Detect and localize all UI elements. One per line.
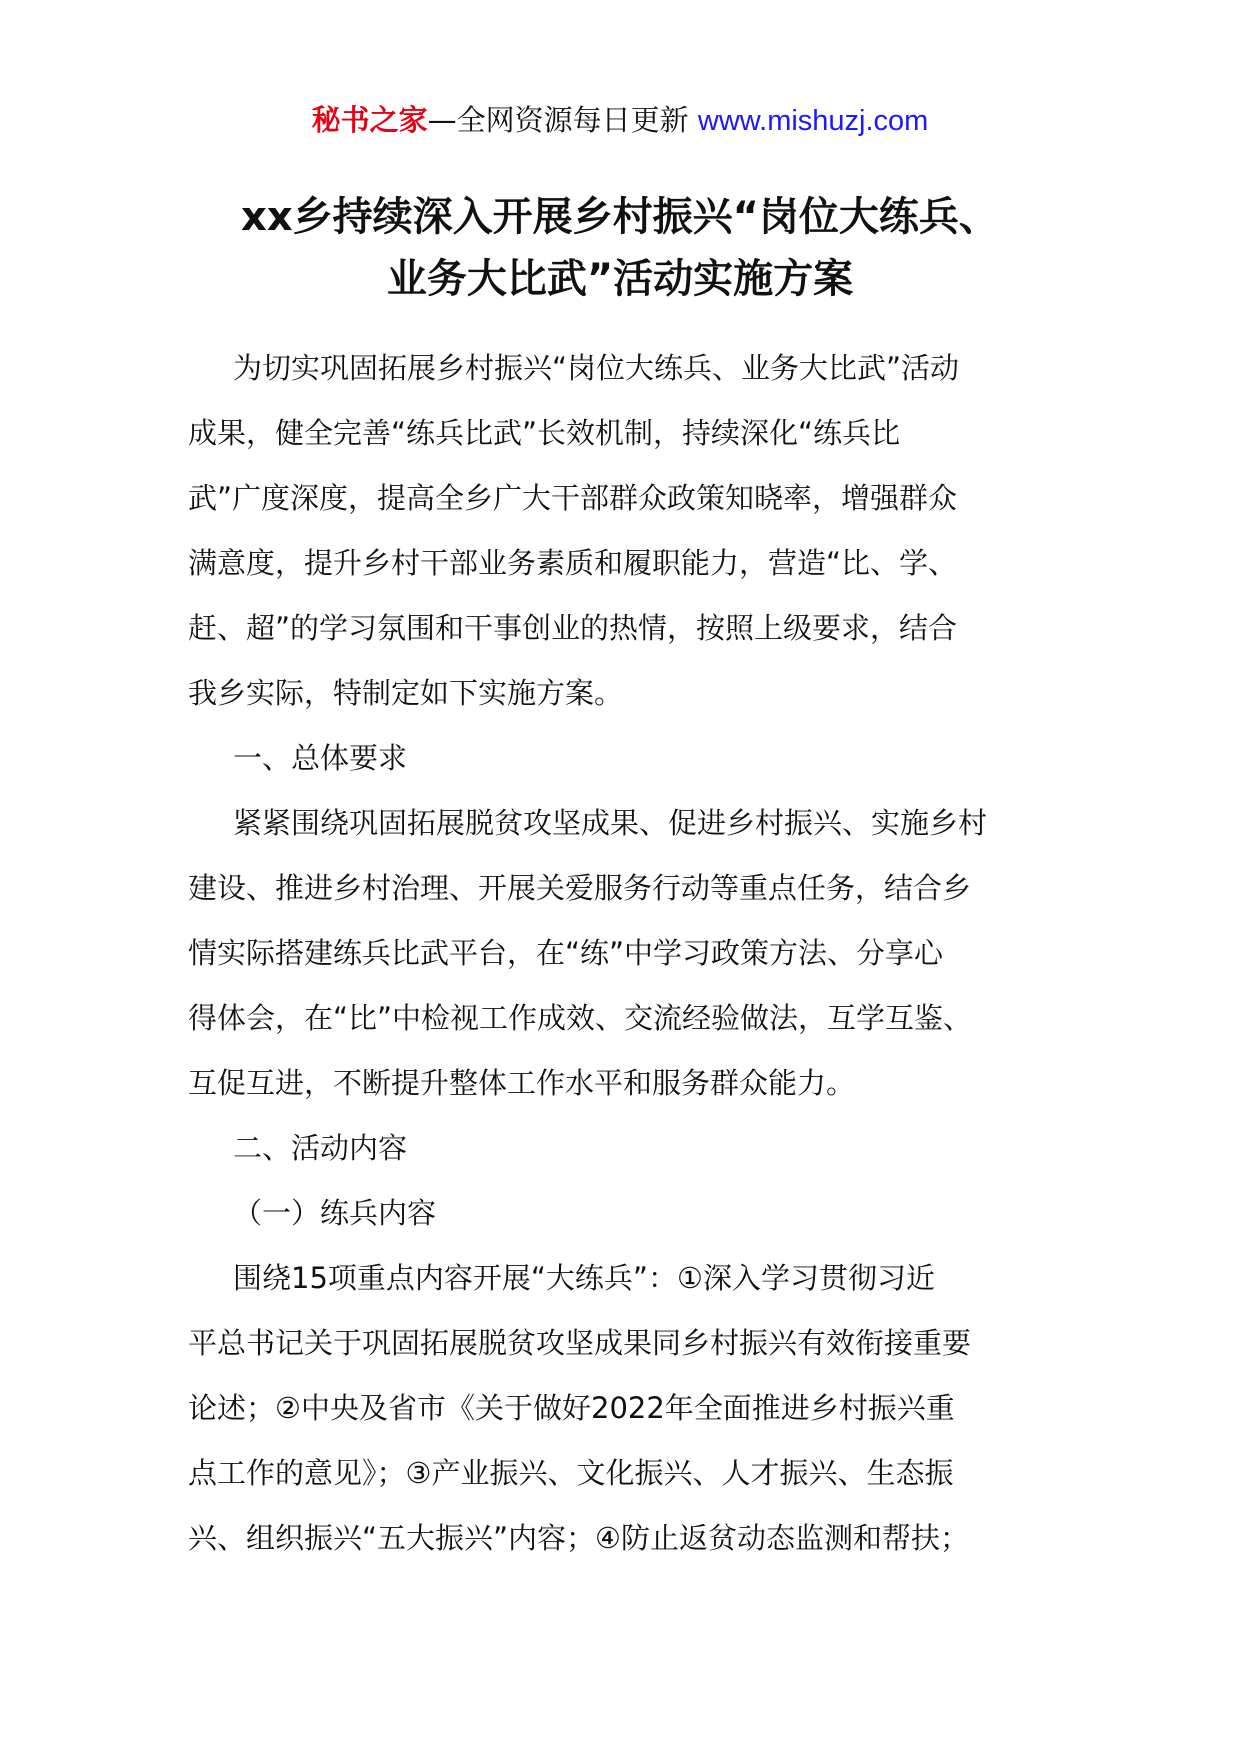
body-line: 兴、组织振兴“五大振兴”内容；④防止返贫动态监测和帮扶； bbox=[188, 1521, 970, 1555]
body-line: 平总书记关于巩固拓展脱贫攻坚成果同乡村振兴有效衔接重要 bbox=[188, 1326, 972, 1360]
body-line: 围绕15项重点内容开展“大练兵”：①深入学习贯彻习近 bbox=[233, 1261, 935, 1295]
body-line: 互促互进，不断提升整体工作水平和服务群众能力。 bbox=[188, 1066, 856, 1100]
body-line: 情实际搭建练兵比武平台，在“练”中学习政策方法、分享心 bbox=[188, 936, 944, 970]
site-url-link[interactable]: www.mishuzj.com bbox=[697, 105, 929, 137]
body-line: 我乡实际，特制定如下实施方案。 bbox=[188, 676, 624, 710]
body-line: 赶、超”的学习氛围和干事创业的热情，按照上级要求，结合 bbox=[188, 611, 958, 645]
title-line-2: 业务大比武”活动实施方案 bbox=[386, 256, 854, 302]
brand-name: 秘书之家 bbox=[311, 103, 428, 137]
body-line: 建设、推进乡村治理、开展关爱服务行动等重点任务，结合乡 bbox=[188, 871, 972, 905]
body-line: 成果，健全完善“练兵比武”长效机制，持续深化“练兵比 bbox=[188, 416, 901, 450]
body-line: 满意度，提升乡村干部业务素质和履职能力，营造“比、学、 bbox=[188, 546, 958, 580]
subsection-heading: （一）练兵内容 bbox=[233, 1196, 437, 1230]
title-line-1: xx乡持续深入开展乡村振兴“岗位大练兵、 bbox=[241, 194, 999, 240]
body-line: 为切实巩固拓展乡村振兴“岗位大练兵、业务大比武”活动 bbox=[233, 351, 960, 385]
document-title bbox=[150, 186, 1090, 310]
body-line: 紧紧围绕巩固拓展脱贫攻坚成果、促进乡村振兴、实施乡村 bbox=[233, 806, 988, 840]
section-heading: 二、活动内容 bbox=[233, 1131, 408, 1165]
section-heading: 一、总体要求 bbox=[233, 741, 408, 775]
body-line: 武”广度深度，提高全乡广大干部群众政策知晓率，增强群众 bbox=[188, 481, 958, 515]
body-line: 点工作的意见》；③产业振兴、文化振兴、人才振兴、生态振 bbox=[188, 1456, 954, 1490]
site-header bbox=[0, 100, 1240, 141]
header-tagline: —全网资源每日更新 bbox=[427, 103, 689, 137]
document-body bbox=[188, 336, 1068, 1571]
body-line: 论述；②中央及省市《关于做好2022年全面推进乡村振兴重 bbox=[188, 1391, 955, 1425]
body-line: 得体会，在“比”中检视工作成效、交流经验做法，互学互鉴、 bbox=[188, 1001, 973, 1035]
